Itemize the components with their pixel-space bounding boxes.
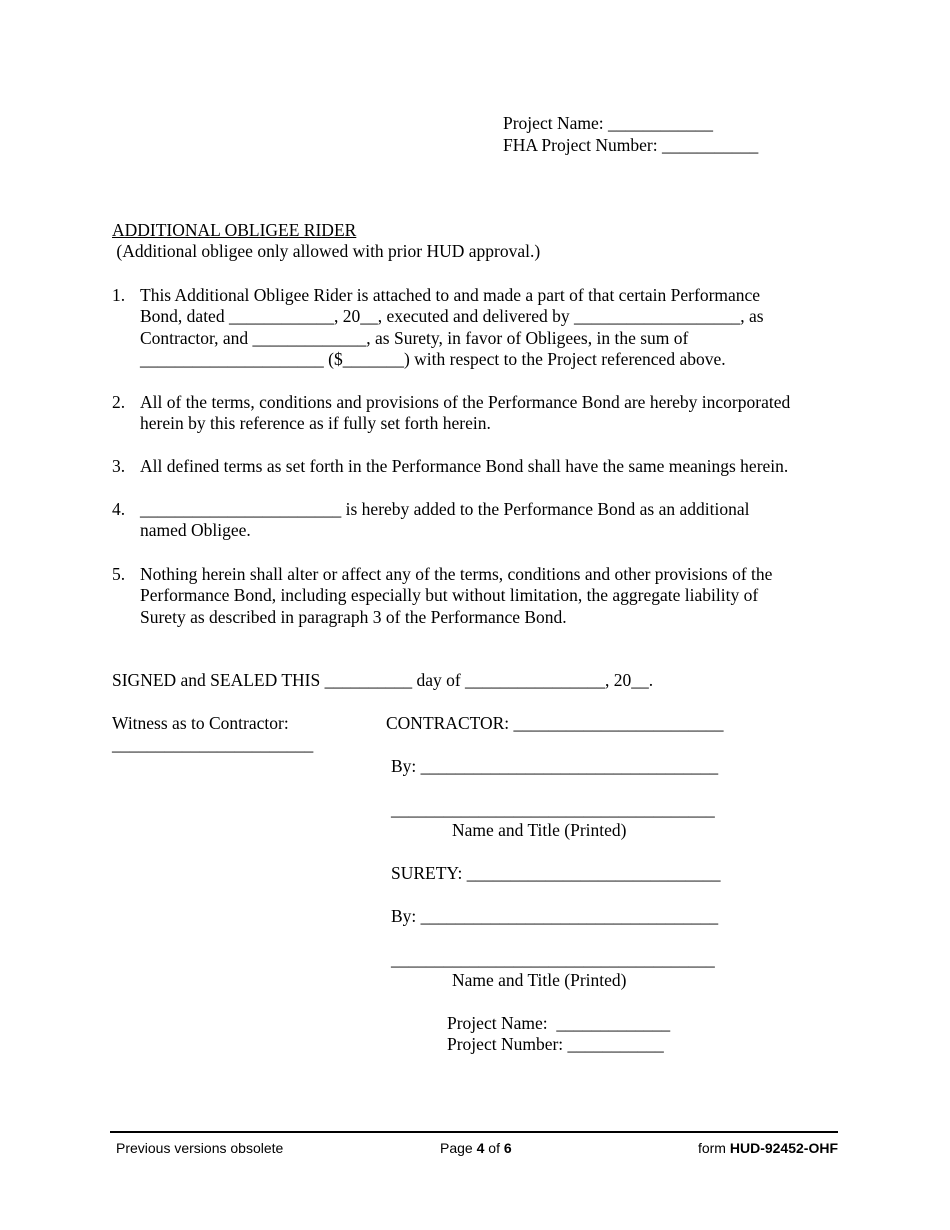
header-fha-project-number: FHA Project Number: ___________ — [503, 135, 759, 155]
surety-signature-line: _____________________________________ — [391, 949, 715, 969]
signature-project-name: Project Name: _____________ — [447, 1013, 671, 1033]
document-title: ADDITIONAL OBLIGEE RIDER — [112, 220, 357, 240]
page-current: 4 — [476, 1140, 485, 1156]
footer-page-number — [440, 1139, 512, 1157]
paragraph-line: Bond, dated ____________, 20__, executed and delivered by ___________________, as — [140, 306, 764, 327]
footer-obsolete-note: Previous versions obsolete — [116, 1140, 284, 1156]
paragraph-line: All defined terms as set forth in the Performance Bond shall have the same meanings herein. — [140, 456, 789, 476]
paragraph-number: 4. — [112, 499, 126, 519]
paragraph-4 — [140, 499, 840, 542]
paragraph-5 — [140, 564, 840, 628]
paragraph-number: 1. — [112, 285, 126, 305]
signature-project-number: Project Number: ___________ — [447, 1034, 664, 1054]
witness-label: Witness as to Contractor: — [112, 713, 289, 733]
contractor-by-line: By: __________________________________ — [391, 756, 719, 776]
form-prefix: form — [697, 1140, 730, 1156]
footer-divider — [110, 1131, 838, 1133]
paragraph-1 — [140, 285, 840, 371]
footer-form-id — [698, 1139, 838, 1157]
contractor-signature-line: _____________________________________ — [391, 799, 715, 819]
form-number: HUD-92452-OHF — [729, 1140, 838, 1156]
witness-signature-line: _______________________ — [112, 734, 314, 754]
paragraph-number: 5. — [112, 564, 126, 584]
document-subtitle: (Additional obligee only allowed with prior HUD approval.) — [112, 241, 541, 261]
paragraph-line: Contractor, and _____________, as Surety, in favor of Obligees, in the sum of — [140, 327, 689, 348]
paragraph-line: Surety as described in paragraph 3 of the Performance Bond. — [140, 606, 567, 627]
paragraph-number: 2. — [112, 392, 126, 412]
surety-by-line: By: __________________________________ — [391, 906, 719, 926]
contractor-line: CONTRACTOR: ________________________ — [386, 713, 724, 733]
paragraph-line: named Obligee. — [140, 520, 251, 541]
paragraph-number: 3. — [112, 456, 126, 476]
page-of: of — [484, 1140, 504, 1156]
paragraph-line: _______________________ is hereby added to the Performance Bond as an additional — [140, 499, 750, 519]
surety-name-title: Name and Title (Printed) — [452, 970, 627, 990]
paragraph-line: Nothing herein shall alter or affect any of the terms, conditions and other provisions of the — [140, 564, 773, 584]
paragraph-3 — [140, 456, 840, 477]
signed-and-sealed-line: SIGNED and SEALED THIS __________ day of ________________, 20__. — [112, 670, 654, 690]
paragraph-line: _____________________ ($_______) with respect to the Project referenced above. — [140, 349, 726, 370]
paragraph-line: herein by this reference as if fully set forth herein. — [140, 413, 491, 434]
surety-line: SURETY: _____________________________ — [391, 863, 721, 883]
paragraph-2 — [140, 392, 840, 435]
page-total: 6 — [503, 1140, 512, 1156]
contractor-name-title: Name and Title (Printed) — [452, 820, 627, 840]
paragraph-line: Performance Bond, including especially but without limitation, the aggregate liability of — [140, 585, 759, 606]
page-prefix: Page — [440, 1140, 477, 1156]
paragraph-line: This Additional Obligee Rider is attached to and made a part of that certain Performance — [140, 285, 761, 305]
paragraph-line: All of the terms, conditions and provisions of the Performance Bond are hereby incorporated — [140, 392, 791, 412]
header-project-name: Project Name: ____________ — [503, 113, 713, 133]
